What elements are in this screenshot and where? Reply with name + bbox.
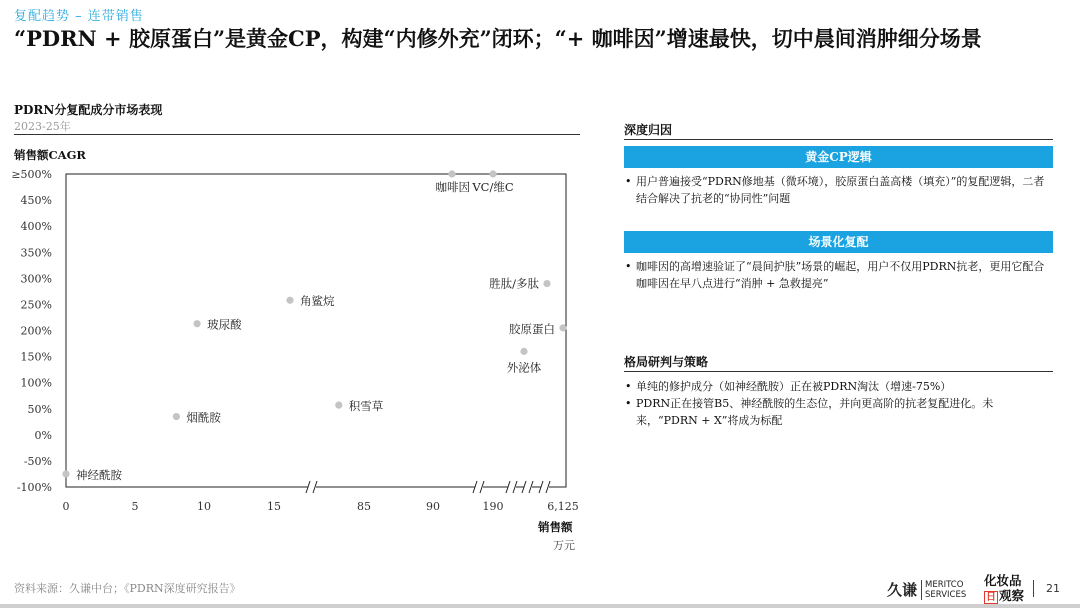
plot-frame <box>66 174 566 487</box>
chart-title: PDRN分复配成分市场表现 <box>14 103 163 117</box>
y-tick-label: 450% <box>20 194 52 208</box>
data-point-label: 胜肽/多肽 <box>489 276 539 291</box>
y-tick-label: -100% <box>16 481 52 494</box>
data-point <box>520 348 527 355</box>
bottom-strip <box>0 604 1080 608</box>
scenario-bar: 场景化复配 <box>624 231 1053 253</box>
y-tick-label: 350% <box>20 246 52 260</box>
x-tick-label: 90 <box>426 500 440 513</box>
jiuqian-logo: 久谦 <box>887 581 918 599</box>
data-point <box>559 324 566 331</box>
chart-subtitle: 2023-25年 <box>14 120 71 133</box>
data-point-label: 咖啡因 <box>435 180 470 194</box>
y-axis-title: 销售额CAGR <box>14 148 86 162</box>
data-point <box>543 280 550 287</box>
data-point-label: 外泌体 <box>506 360 542 375</box>
strategy-bullet: • 单纯的修护成分（如神经酰胺）正在被PDRN淘汰（增速-75%） <box>624 378 1053 395</box>
x-tick-label: 5 <box>131 500 139 513</box>
y-tick-label: 400% <box>20 220 52 234</box>
data-point-label: 胶原蛋白 <box>509 321 555 336</box>
data-point-label: 玻尿酸 <box>207 317 242 332</box>
footer-divider <box>1033 580 1034 597</box>
data-point <box>448 170 455 177</box>
golden-cp-bar: 黄金CP逻辑 <box>624 146 1053 168</box>
data-point <box>194 320 201 327</box>
x-tick-label: 190 <box>482 500 504 513</box>
meritco-line2: SERVICES <box>925 590 967 600</box>
strategy-bullet: • PDRN正在接管B5、神经酰胺的生态位，并向更高阶的抗老复配进化。未来，“PDRN + X”将成为标配 <box>624 395 1053 429</box>
x-tick-label: 15 <box>267 500 281 513</box>
hzp-box-icon: 日 <box>986 592 996 603</box>
hzp-line1: 化妆品 <box>984 573 1022 588</box>
data-point-label: 烟酰胺 <box>186 410 221 425</box>
hzp-line2: 观察 <box>999 588 1025 603</box>
x-axis-title: 销售额 <box>538 520 573 534</box>
section-title-strategy: 格局研判与策略 <box>624 355 709 369</box>
x-tick-label: 10 <box>197 500 211 513</box>
y-tick-label: -50% <box>23 454 52 468</box>
scenario-bullets <box>624 258 1053 292</box>
page-title: “PDRN + 胶原蛋白”是黄金CP，构建“内修外充”闭环；“+ 咖啡因”增速最快，切中晨间消肿细分场景 <box>14 26 982 51</box>
data-point-label: 神经酰胺 <box>76 467 122 482</box>
y-tick-label: 250% <box>20 298 52 312</box>
data-point-label: 积雪草 <box>348 399 384 414</box>
meritco-logo <box>921 580 966 600</box>
data-point <box>335 401 342 408</box>
breadcrumb: 复配趋势 – 连带销售 <box>14 9 144 24</box>
y-tick-label: 150% <box>20 350 52 364</box>
section-rule-attribution <box>624 139 1053 140</box>
x-tick-label: 85 <box>357 500 371 513</box>
data-point <box>286 297 293 304</box>
x-axis-unit: 万元 <box>553 539 575 552</box>
page-number: 21 <box>1046 582 1060 595</box>
strategy-bullets <box>624 378 1053 429</box>
source-note: 资料来源：久谦中台；《PDRN深度研究报告》 <box>14 582 241 595</box>
hzp-logo <box>984 573 1024 604</box>
section-rule-strategy <box>624 371 1053 372</box>
data-point <box>62 470 69 477</box>
golden-cp-bullet: • 用户普遍接受“PDRN修地基（微环境），胶原蛋白盖高楼（填充）”的复配逻辑，二者结合解决了抗老的“协同性”问题 <box>624 173 1053 207</box>
scenario-bullet: • 咖啡因的高增速验证了“晨间护肤”场景的崛起，用户不仅用PDRN抗老，更用它配合咖啡因在早八点进行“消肿 + 急救提亮” <box>624 258 1053 292</box>
y-tick-label: ≥500% <box>11 168 52 181</box>
x-tick-label: 6,125 <box>547 500 579 513</box>
y-tick-label: 200% <box>20 324 52 338</box>
x-tick-label: 0 <box>62 500 70 513</box>
scatter-chart <box>0 160 600 520</box>
data-point <box>173 413 180 420</box>
section-title-attribution: 深度归因 <box>624 123 673 137</box>
y-tick-label: 50% <box>27 402 52 416</box>
chart-title-rule <box>14 134 580 135</box>
y-tick-label: 100% <box>20 376 52 390</box>
data-point-label: 角鲨烷 <box>300 294 335 309</box>
data-point <box>489 170 496 177</box>
data-point-label: VC/维C <box>472 180 514 194</box>
meritco-line1: MERITCO <box>925 580 964 590</box>
golden-cp-bullets <box>624 173 1053 207</box>
y-tick-label: 0% <box>34 428 52 442</box>
y-tick-label: 300% <box>20 272 52 286</box>
